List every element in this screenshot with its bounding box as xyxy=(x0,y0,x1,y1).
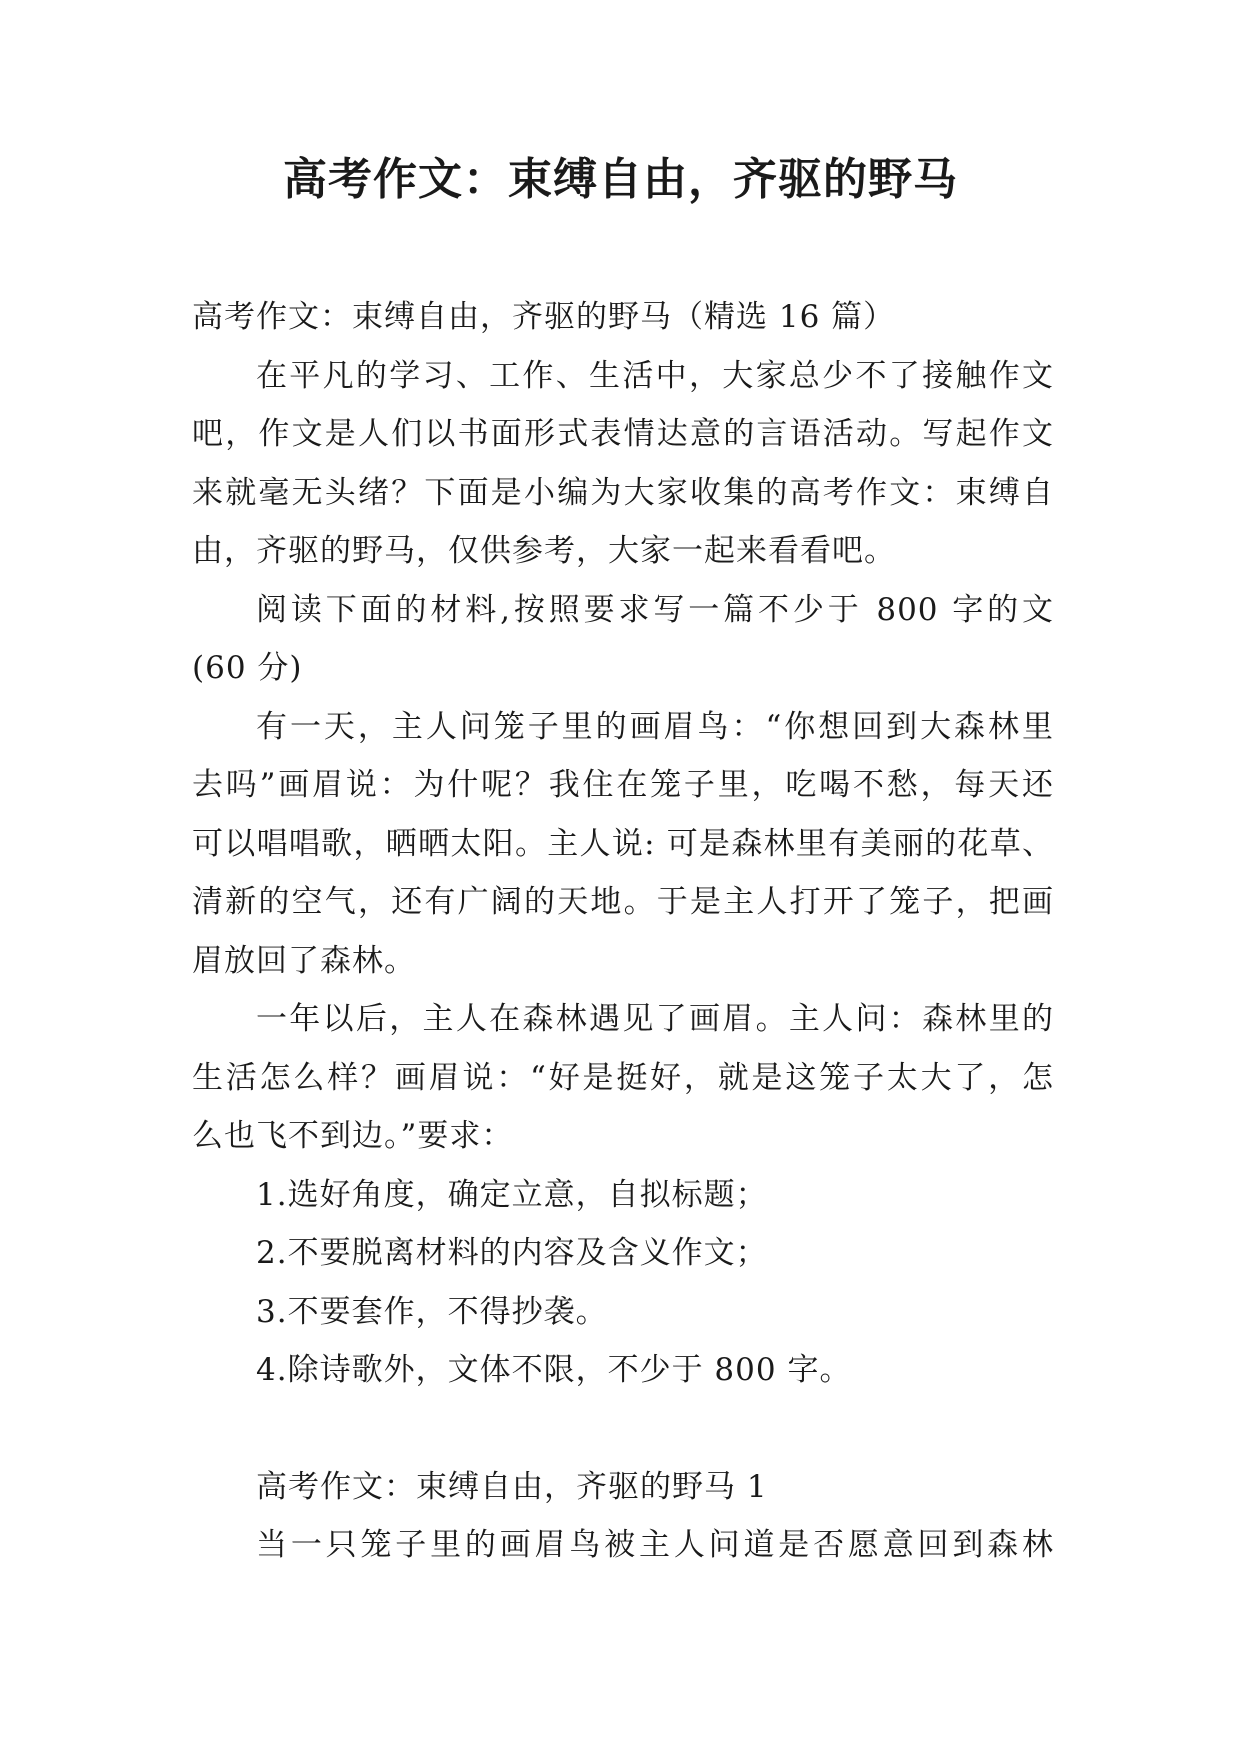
paragraph-line: 一年以后，主人在森林遇见了画眉。主人问：森林里的 xyxy=(256,1001,1054,1037)
paragraph-line: 去吗”画眉说：为什呢？我住在笼子里，吃喝不愁，每天还 xyxy=(192,767,1054,803)
section-heading: 高考作文：束缚自由，齐驱的野马 1 xyxy=(256,1468,768,1505)
paragraph-line: 当一只笼子里的画眉鸟被主人问道是否愿意回到森林 xyxy=(256,1527,1054,1563)
paragraph-line: 阅读下面的材料,按照要求写一篇不少于 800 字的文 xyxy=(256,591,1054,628)
paragraph-line: 么也飞不到边。”要求： xyxy=(192,1118,514,1154)
paragraph-line: 吧，作文是人们以书面形式表情达意的言语活动。写起作文 xyxy=(192,416,1054,452)
requirement-item: 1.选好角度，确定立意，自拟标题； xyxy=(256,1176,768,1213)
requirement-item: 2.不要脱离材料的内容及含义作文； xyxy=(256,1235,768,1271)
document-body xyxy=(192,288,1054,1575)
document-title: 高考作文：束缚自由，齐驱的野马 xyxy=(283,154,958,205)
paragraph-line: 有一天，主人问笼子里的画眉鸟：“你想回到大森林里 xyxy=(256,708,1054,745)
section-spacer xyxy=(192,1400,1054,1458)
paragraph-line: 在平凡的学习、工作、生活中，大家总少不了接触作文 xyxy=(256,357,1054,394)
paragraph-line: 来就毫无头绪？下面是小编为大家收集的高考作文：束缚自 xyxy=(192,474,1054,511)
paragraph-line: (60 分) xyxy=(192,650,303,686)
paragraph-line: 可以唱唱歌，晒晒太阳。主人说: 可是森林里有美丽的花草、 xyxy=(192,825,1054,862)
paragraph-line: 眉放回了森林。 xyxy=(192,942,416,979)
paragraph-line: 清新的空气，还有广阔的天地。于是主人打开了笼子，把画 xyxy=(192,884,1054,920)
requirement-item: 3.不要套作，不得抄袭。 xyxy=(256,1293,608,1330)
subtitle-line: 高考作文：束缚自由，齐驱的野马（精选 16 篇） xyxy=(192,299,896,335)
paragraph-line: 由，齐驱的野马，仅供参考，大家一起来看看吧。 xyxy=(192,533,896,569)
requirement-item: 4.除诗歌外，文体不限，不少于 800 字。 xyxy=(256,1352,852,1388)
paragraph-line: 生活怎么样？画眉说：“好是挺好，就是这笼子太大了，怎 xyxy=(192,1059,1054,1096)
